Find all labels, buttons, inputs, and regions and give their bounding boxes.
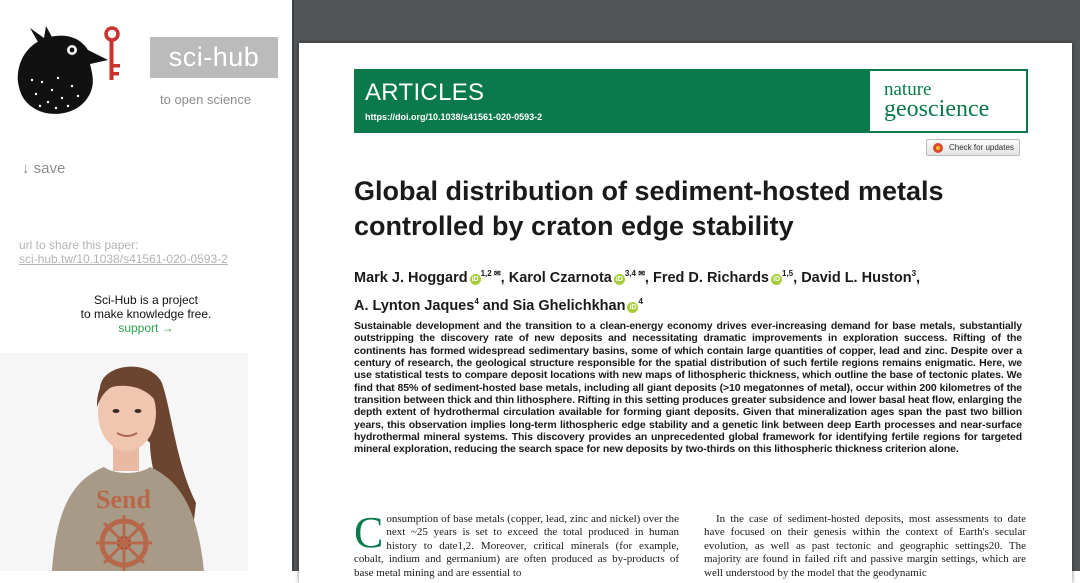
doi-link[interactable]: https://doi.org/10.1038/s41561-020-0593-2 bbox=[365, 112, 543, 122]
share-link[interactable]: sci-hub.tw/10.1038/s41561-020-0593-2 bbox=[19, 252, 228, 266]
crossmark-icon bbox=[933, 143, 943, 153]
orcid-icon[interactable]: iD bbox=[773, 275, 780, 283]
journal-logo bbox=[870, 71, 1026, 131]
brand-title[interactable]: sci-hub bbox=[150, 37, 278, 78]
author-5[interactable]: A. Lynton Jaques$^4$ and bbox=[354, 296, 513, 314]
author-list bbox=[354, 262, 994, 318]
support-link[interactable]: support → bbox=[118, 321, 174, 335]
body-column-2: In the case of sediment-hosted deposits, most assessments to date have focused on their genesis within the context of Earth's secular evolution, as well as past tectonic and geographic settings20. The majority are found in failed rift and passive margin settings, which are well understood by the model that the geodynamic bbox=[704, 513, 1026, 579]
author-3[interactable]: Fred D. Richards iD$^{1,5}$, bbox=[652, 269, 802, 286]
project-line-2: to make knowledge free. bbox=[80, 307, 212, 321]
orcid-icon[interactable]: iD bbox=[471, 275, 479, 283]
author-4[interactable]: David L. Huston$^3$, bbox=[801, 269, 921, 286]
section-label: ARTICLES bbox=[365, 79, 485, 106]
journal-name-line-1: nature bbox=[884, 79, 932, 100]
check-for-updates-label: Check for updates bbox=[949, 143, 1014, 152]
title-line-1: Global distribution of sediment-hosted metals bbox=[354, 176, 944, 206]
drop-cap: C bbox=[354, 508, 384, 557]
body-column-1 bbox=[354, 508, 679, 580]
pdf-viewer[interactable] bbox=[292, 0, 1080, 579]
author-2[interactable]: Karol Czarnota $iD^{3,4 ✉}$, bbox=[508, 269, 653, 286]
paper-title bbox=[354, 174, 994, 244]
journal-name-line-2: geoscience bbox=[884, 96, 990, 122]
panel-divider[interactable] bbox=[292, 0, 294, 571]
orcid-icon[interactable]: iD bbox=[615, 275, 623, 283]
founder-photo bbox=[0, 353, 248, 571]
title-line-2: controlled by craton edge stability bbox=[354, 211, 794, 241]
abstract: Sustainable development and the transition to a clean-energy economy drives ever-increasing demand for base metals, substantially outstripping the discovery rate of new deposits and necessitating dramatic improvements in exploration success. Rifting of the continents has formed widespread sedimentary basins, some of which contain large quantities of copper, lead and zinc. Despite over a century of research, the geological structure responsible for the spatial distribution of such fertile regions remains enigmatic. Here, we use statistical tests to compare deposit locations with new maps of lithospheric thickness, which outline the base of tectonic plates. We find that 85% of sediment-hosted base metals, including all giant deposits (>10 megatonnes of metal), occur within 200 kilometres of the transition between thick and thin lithosphere. Rifting in this setting produces greater subsidence and lower basal heat flow, enlarging the depth extent of hydrothermal circulation available for forming giant deposits. Given that mineralization ages span the past two billion years, this observation implies long-term lithospheric edge stability and a genetic link between deep Earth processes and near-surface hydrothermal mineral systems. This discovery provides an unprecedented global framework for identifying fertile regions for targeted mineral exploration, reducing the search space for new deposits by two-thirds on this lithospheric thickness criterion alone. bbox=[354, 320, 1022, 456]
sci-hub-raven-logo[interactable] bbox=[12, 20, 132, 120]
author-6[interactable]: Sia Ghelichkhan $iD^4$ bbox=[512, 296, 643, 314]
pdf-page bbox=[299, 43, 1072, 583]
author-1[interactable]: Mark J. Hoggard $iD^{1,2 ✉}$, bbox=[354, 269, 509, 286]
article-banner bbox=[354, 69, 1028, 133]
project-line-1: Sci-Hub is a project bbox=[93, 293, 199, 307]
shirt-print-text: Send bbox=[96, 485, 151, 514]
tagline: to open science bbox=[160, 92, 252, 107]
project-info bbox=[0, 293, 292, 335]
sidebar bbox=[0, 0, 292, 571]
check-for-updates-button[interactable] bbox=[926, 139, 1020, 156]
save-button[interactable]: ↓ save bbox=[22, 160, 66, 177]
orcid-icon[interactable]: iD bbox=[629, 303, 637, 311]
share-label: url to share this paper: bbox=[19, 238, 139, 252]
column-1-text: onsumption of base metals (copper, lead, zinc and nickel) over the next ~25 years is set to exceed the total produced in human history to date1,2. Moreover, critical minerals (for example, cobalt, indium and germanium) are often produced as by-products of base metal mining and are essential to bbox=[354, 513, 679, 579]
